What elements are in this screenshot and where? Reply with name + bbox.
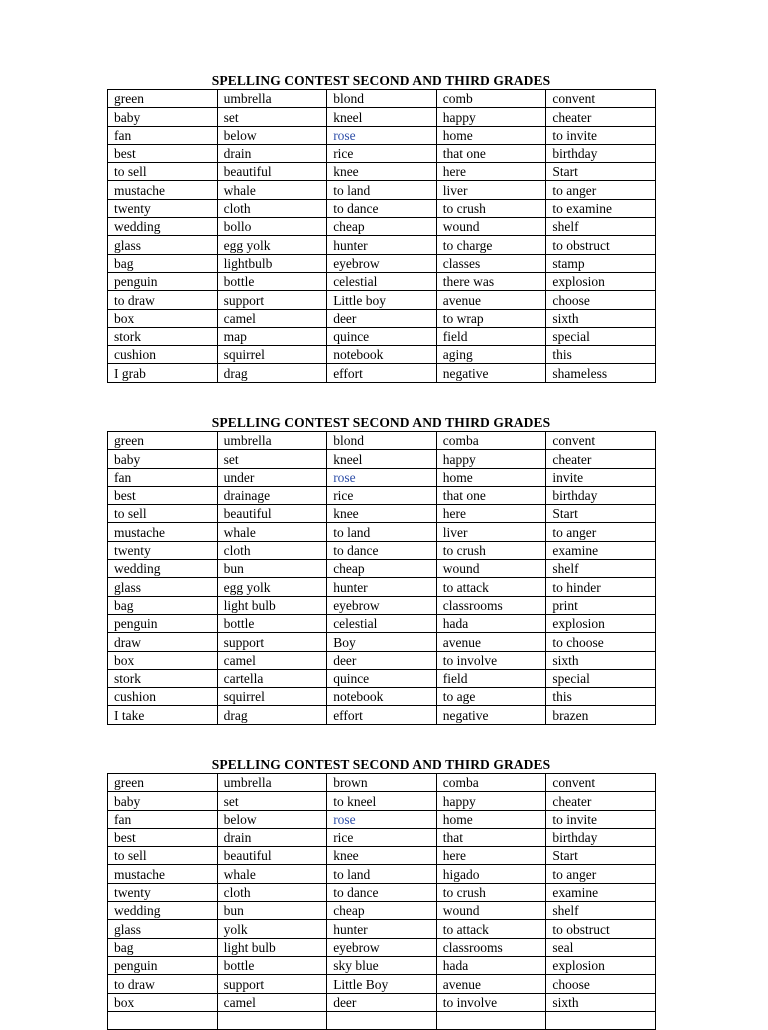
word-cell: explosion	[546, 614, 656, 632]
table-row	[108, 938, 656, 956]
word-cell: notebook	[327, 688, 437, 706]
word-cell: to sell	[108, 505, 218, 523]
word-cell: shelf	[546, 218, 656, 236]
table-row	[108, 218, 656, 236]
word-cell: sixth	[546, 651, 656, 669]
word-cell: negative	[436, 706, 546, 724]
word-cell: drag	[217, 364, 327, 382]
word-cell: birthday	[546, 144, 656, 162]
table-row	[108, 364, 656, 382]
word-cell: fan	[108, 468, 218, 486]
word-cell: field	[436, 327, 546, 345]
table-row	[108, 327, 656, 345]
word-cell: there was	[436, 272, 546, 290]
word-cell: to involve	[436, 651, 546, 669]
word-cell: bag	[108, 254, 218, 272]
word-cell: to choose	[546, 633, 656, 651]
word-cell: birthday	[546, 828, 656, 846]
word-cell: yolk	[217, 920, 327, 938]
table-row	[108, 774, 656, 792]
word-cell: bag	[108, 596, 218, 614]
word-cell: this	[546, 688, 656, 706]
word-cell: to invite	[546, 126, 656, 144]
word-cell: eyebrow	[327, 596, 437, 614]
word-cell: avenue	[436, 975, 546, 993]
word-cell: mustache	[108, 523, 218, 541]
word-cell: sixth	[546, 309, 656, 327]
word-cell: lightbulb	[217, 254, 327, 272]
word-cell: examine	[546, 541, 656, 559]
word-cell: explosion	[546, 272, 656, 290]
word-cell: umbrella	[217, 774, 327, 792]
word-cell: rose	[327, 810, 437, 828]
word-cell: comba	[436, 432, 546, 450]
word-cell: explosion	[546, 956, 656, 974]
word-cell: light bulb	[217, 938, 327, 956]
word-cell: effort	[327, 706, 437, 724]
table-row	[108, 291, 656, 309]
table-row	[108, 90, 656, 108]
word-cell: cloth	[217, 199, 327, 217]
table-row	[108, 468, 656, 486]
section-title: SPELLING CONTEST SECOND AND THIRD GRADES	[211, 415, 551, 430]
word-cell: hada	[436, 956, 546, 974]
word-cell: seal	[546, 938, 656, 956]
word-cell: mustache	[108, 865, 218, 883]
word-cell: convent	[546, 90, 656, 108]
word-cell: here	[436, 505, 546, 523]
table-row	[108, 883, 656, 901]
table-row	[108, 1011, 656, 1029]
word-cell: to anger	[546, 181, 656, 199]
word-cell: baby	[108, 108, 218, 126]
word-cell: I take	[108, 706, 218, 724]
word-cell: deer	[327, 993, 437, 1011]
word-cell: squirrel	[217, 688, 327, 706]
table-row	[108, 236, 656, 254]
word-cell	[546, 1011, 656, 1029]
table-row	[108, 199, 656, 217]
word-cell: here	[436, 163, 546, 181]
word-cell: blond	[327, 90, 437, 108]
table-row	[108, 126, 656, 144]
word-cell: wedding	[108, 902, 218, 920]
word-cell: below	[217, 126, 327, 144]
word-cell: set	[217, 792, 327, 810]
word-cell: to land	[327, 181, 437, 199]
table-row	[108, 651, 656, 669]
word-cell: to kneel	[327, 792, 437, 810]
table-row	[108, 847, 656, 865]
word-cell: wedding	[108, 218, 218, 236]
table-row	[108, 614, 656, 632]
word-cell: whale	[217, 865, 327, 883]
word-cell: aging	[436, 346, 546, 364]
word-cell: bun	[217, 902, 327, 920]
word-cell: happy	[436, 450, 546, 468]
spelling-section-2	[107, 415, 655, 725]
word-cell: camel	[217, 993, 327, 1011]
word-cell: that one	[436, 486, 546, 504]
word-cell: choose	[546, 291, 656, 309]
word-cell: squirrel	[217, 346, 327, 364]
word-cell: to wrap	[436, 309, 546, 327]
word-cell: to charge	[436, 236, 546, 254]
word-cell: bag	[108, 938, 218, 956]
word-cell: Start	[546, 847, 656, 865]
word-cell	[217, 1011, 327, 1029]
word-cell: here	[436, 847, 546, 865]
word-cell: glass	[108, 578, 218, 596]
word-cell: glass	[108, 236, 218, 254]
word-cell: support	[217, 975, 327, 993]
word-cell: deer	[327, 651, 437, 669]
table-row	[108, 432, 656, 450]
word-cell: baby	[108, 792, 218, 810]
word-cell: green	[108, 90, 218, 108]
word-cell: to crush	[436, 541, 546, 559]
table-row	[108, 181, 656, 199]
word-cell: that	[436, 828, 546, 846]
table-row	[108, 254, 656, 272]
word-cell: best	[108, 828, 218, 846]
word-cell: Little boy	[327, 291, 437, 309]
table-row	[108, 272, 656, 290]
word-cell: to crush	[436, 883, 546, 901]
word-cell: egg yolk	[217, 578, 327, 596]
word-cell: whale	[217, 523, 327, 541]
section-title: SPELLING CONTEST SECOND AND THIRD GRADES	[211, 757, 551, 772]
word-cell: comba	[436, 774, 546, 792]
word-cell: to dance	[327, 883, 437, 901]
word-cell: home	[436, 810, 546, 828]
word-cell: cheap	[327, 218, 437, 236]
word-cell: this	[546, 346, 656, 364]
table-row	[108, 108, 656, 126]
word-cell: box	[108, 309, 218, 327]
word-cell: to anger	[546, 865, 656, 883]
word-cell: to anger	[546, 523, 656, 541]
word-cell: to sell	[108, 163, 218, 181]
word-cell: quince	[327, 669, 437, 687]
table-row	[108, 975, 656, 993]
word-cell: comb	[436, 90, 546, 108]
word-cell: glass	[108, 920, 218, 938]
word-cell: deer	[327, 309, 437, 327]
word-cell: knee	[327, 847, 437, 865]
word-table	[107, 431, 656, 725]
word-cell: convent	[546, 432, 656, 450]
table-row	[108, 560, 656, 578]
word-cell: beautiful	[217, 163, 327, 181]
word-cell: to dance	[327, 199, 437, 217]
table-row	[108, 828, 656, 846]
word-cell: drag	[217, 706, 327, 724]
word-cell: effort	[327, 364, 437, 382]
word-cell: to hinder	[546, 578, 656, 596]
word-cell: twenty	[108, 541, 218, 559]
table-row	[108, 993, 656, 1011]
word-cell: classrooms	[436, 596, 546, 614]
word-cell: rose	[327, 468, 437, 486]
table-row	[108, 523, 656, 541]
word-cell: to obstruct	[546, 920, 656, 938]
word-cell: to invite	[546, 810, 656, 828]
word-cell: below	[217, 810, 327, 828]
word-cell: avenue	[436, 633, 546, 651]
word-cell: light bulb	[217, 596, 327, 614]
word-cell: baby	[108, 450, 218, 468]
word-cell: happy	[436, 108, 546, 126]
word-cell: mustache	[108, 181, 218, 199]
word-cell: set	[217, 108, 327, 126]
word-cell: penguin	[108, 956, 218, 974]
word-cell: green	[108, 774, 218, 792]
word-cell: shelf	[546, 560, 656, 578]
word-cell: to crush	[436, 199, 546, 217]
table-row	[108, 706, 656, 724]
word-cell: to attack	[436, 578, 546, 596]
table-row	[108, 688, 656, 706]
word-cell: bun	[217, 560, 327, 578]
word-cell: shelf	[546, 902, 656, 920]
word-cell: negative	[436, 364, 546, 382]
table-row	[108, 810, 656, 828]
word-cell: to draw	[108, 291, 218, 309]
word-cell: stork	[108, 327, 218, 345]
word-cell: to age	[436, 688, 546, 706]
word-cell: Start	[546, 163, 656, 181]
word-cell: sixth	[546, 993, 656, 1011]
word-cell: rose	[327, 126, 437, 144]
word-cell: draw	[108, 633, 218, 651]
word-cell: liver	[436, 181, 546, 199]
word-cell: brown	[327, 774, 437, 792]
word-cell: examine	[546, 883, 656, 901]
word-cell: kneel	[327, 450, 437, 468]
table-row	[108, 902, 656, 920]
table-row	[108, 596, 656, 614]
word-cell: celestial	[327, 272, 437, 290]
word-cell: beautiful	[217, 847, 327, 865]
table-row	[108, 163, 656, 181]
word-cell: umbrella	[217, 90, 327, 108]
table-row	[108, 633, 656, 651]
word-cell: cheap	[327, 560, 437, 578]
word-cell: wound	[436, 902, 546, 920]
word-cell: map	[217, 327, 327, 345]
word-cell: quince	[327, 327, 437, 345]
word-cell: knee	[327, 163, 437, 181]
word-cell: twenty	[108, 883, 218, 901]
word-cell: celestial	[327, 614, 437, 632]
word-cell: hunter	[327, 236, 437, 254]
word-cell: hunter	[327, 920, 437, 938]
word-cell	[327, 1011, 437, 1029]
word-cell: bottle	[217, 956, 327, 974]
table-row	[108, 865, 656, 883]
word-cell: box	[108, 651, 218, 669]
word-cell: beautiful	[217, 505, 327, 523]
word-cell: cushion	[108, 346, 218, 364]
word-cell: whale	[217, 181, 327, 199]
word-cell: box	[108, 993, 218, 1011]
table-row	[108, 541, 656, 559]
word-cell: wound	[436, 218, 546, 236]
word-cell: camel	[217, 651, 327, 669]
word-cell	[108, 1011, 218, 1029]
word-cell: avenue	[436, 291, 546, 309]
word-cell: bollo	[217, 218, 327, 236]
table-row	[108, 956, 656, 974]
word-cell: cloth	[217, 541, 327, 559]
word-cell: sky blue	[327, 956, 437, 974]
word-cell: to draw	[108, 975, 218, 993]
word-cell: notebook	[327, 346, 437, 364]
section-title: SPELLING CONTEST SECOND AND THIRD GRADES	[211, 73, 551, 88]
word-cell: classrooms	[436, 938, 546, 956]
word-cell: under	[217, 468, 327, 486]
word-cell: birthday	[546, 486, 656, 504]
word-cell: fan	[108, 126, 218, 144]
word-cell: to dance	[327, 541, 437, 559]
word-cell: hada	[436, 614, 546, 632]
word-cell: cheater	[546, 108, 656, 126]
word-cell: penguin	[108, 272, 218, 290]
word-cell: rice	[327, 828, 437, 846]
word-cell: set	[217, 450, 327, 468]
word-cell: hunter	[327, 578, 437, 596]
word-cell: cheater	[546, 450, 656, 468]
word-cell: support	[217, 291, 327, 309]
word-cell: kneel	[327, 108, 437, 126]
word-cell: special	[546, 327, 656, 345]
word-cell: home	[436, 468, 546, 486]
word-cell: shameless	[546, 364, 656, 382]
word-cell: liver	[436, 523, 546, 541]
word-cell: camel	[217, 309, 327, 327]
word-cell: penguin	[108, 614, 218, 632]
table-row	[108, 669, 656, 687]
word-cell: to involve	[436, 993, 546, 1011]
table-row	[108, 346, 656, 364]
word-cell: green	[108, 432, 218, 450]
word-cell: stork	[108, 669, 218, 687]
word-cell: to attack	[436, 920, 546, 938]
word-cell: egg yolk	[217, 236, 327, 254]
word-cell: field	[436, 669, 546, 687]
spelling-section-3	[107, 757, 655, 1030]
word-cell: stamp	[546, 254, 656, 272]
word-cell	[436, 1011, 546, 1029]
table-row	[108, 486, 656, 504]
word-cell: support	[217, 633, 327, 651]
table-row	[108, 450, 656, 468]
word-cell: I grab	[108, 364, 218, 382]
table-row	[108, 505, 656, 523]
word-cell: print	[546, 596, 656, 614]
word-cell: to obstruct	[546, 236, 656, 254]
table-row	[108, 144, 656, 162]
word-cell: Little Boy	[327, 975, 437, 993]
word-cell: bottle	[217, 614, 327, 632]
word-cell: convent	[546, 774, 656, 792]
word-cell: cartella	[217, 669, 327, 687]
word-cell: eyebrow	[327, 254, 437, 272]
word-table	[107, 89, 656, 383]
word-cell: to examine	[546, 199, 656, 217]
word-cell: bottle	[217, 272, 327, 290]
spelling-section-1	[107, 73, 655, 383]
word-cell: best	[108, 144, 218, 162]
word-cell: fan	[108, 810, 218, 828]
word-cell: home	[436, 126, 546, 144]
table-row	[108, 792, 656, 810]
word-cell: rice	[327, 144, 437, 162]
word-cell: cloth	[217, 883, 327, 901]
word-cell: that one	[436, 144, 546, 162]
word-cell: drain	[217, 144, 327, 162]
word-cell: umbrella	[217, 432, 327, 450]
word-cell: special	[546, 669, 656, 687]
word-cell: drain	[217, 828, 327, 846]
word-cell: blond	[327, 432, 437, 450]
word-cell: rice	[327, 486, 437, 504]
word-cell: cheap	[327, 902, 437, 920]
word-table	[107, 773, 656, 1030]
word-cell: best	[108, 486, 218, 504]
word-cell: twenty	[108, 199, 218, 217]
word-cell: classes	[436, 254, 546, 272]
table-row	[108, 309, 656, 327]
word-cell: invite	[546, 468, 656, 486]
word-cell: wedding	[108, 560, 218, 578]
word-cell: cushion	[108, 688, 218, 706]
word-cell: higado	[436, 865, 546, 883]
word-cell: wound	[436, 560, 546, 578]
word-cell: drainage	[217, 486, 327, 504]
word-cell: choose	[546, 975, 656, 993]
word-cell: Start	[546, 505, 656, 523]
word-cell: to sell	[108, 847, 218, 865]
word-cell: Boy	[327, 633, 437, 651]
table-row	[108, 920, 656, 938]
word-cell: eyebrow	[327, 938, 437, 956]
word-cell: brazen	[546, 706, 656, 724]
word-cell: cheater	[546, 792, 656, 810]
word-cell: happy	[436, 792, 546, 810]
word-cell: to land	[327, 865, 437, 883]
table-row	[108, 578, 656, 596]
word-cell: to land	[327, 523, 437, 541]
word-cell: knee	[327, 505, 437, 523]
